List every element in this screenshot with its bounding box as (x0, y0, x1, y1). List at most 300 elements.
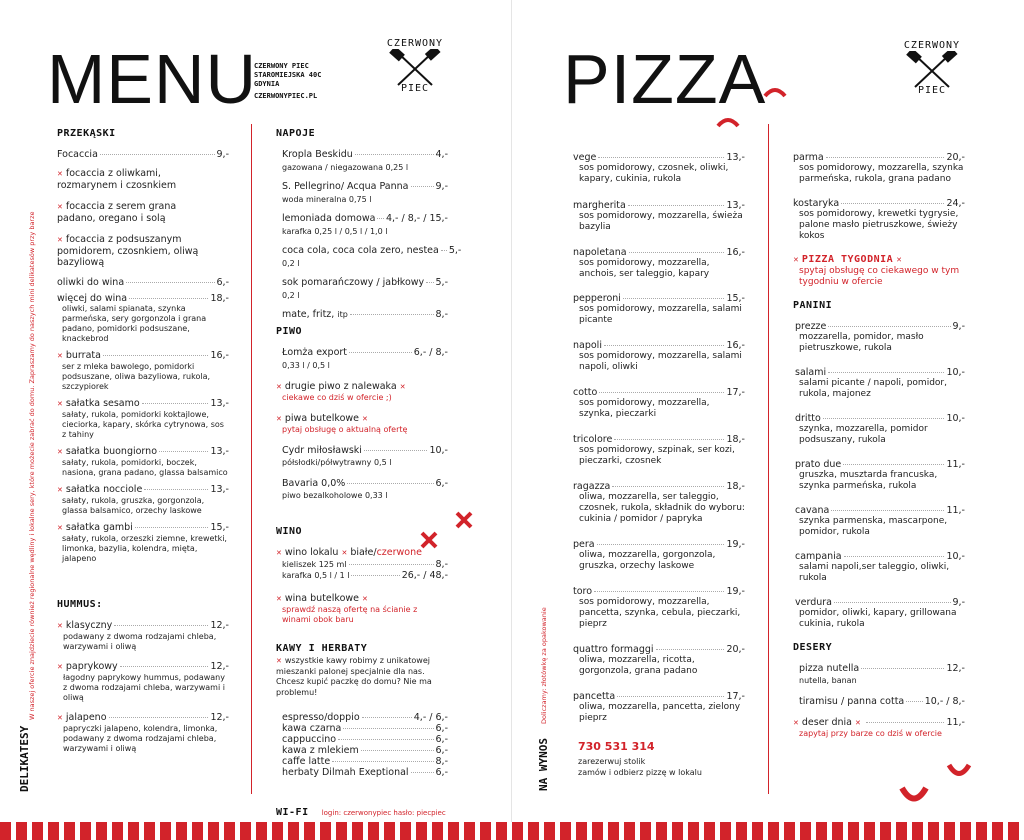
menu-item (57, 293, 229, 304)
item-variant-red: czerwone (376, 547, 422, 558)
pizza-tygodnia (793, 254, 965, 266)
item-price: 10,- (946, 413, 965, 424)
item-name: herbaty Dilmah Exeptional (282, 767, 409, 778)
item-name: kawa czarna (282, 723, 342, 734)
dot-leader (364, 450, 428, 451)
panini-item (793, 505, 965, 516)
menu-item (276, 767, 448, 778)
item-variant: białe/ (350, 547, 377, 558)
item-price: 26,- / 48,- (401, 570, 448, 581)
x-icon: ✕ (57, 663, 63, 671)
menu-item (57, 350, 229, 362)
page-divider (511, 0, 512, 840)
item-price: 10,- (946, 551, 965, 562)
item-name: sałatka buongiorno (65, 446, 158, 457)
x-icon: ✕ (57, 524, 63, 532)
x-icon: ✕ (362, 415, 368, 423)
menu-item (57, 446, 229, 458)
menu-item (276, 277, 448, 288)
item-desc: szynka, mozzarella, pomidor podsuszany, rukola (799, 424, 928, 445)
dot-leader (604, 345, 724, 346)
item-name (282, 309, 348, 320)
item-price: 15,- (726, 293, 745, 304)
dot-leader (623, 298, 725, 299)
dot-leader (109, 717, 209, 718)
item-desc: woda mineralna 0,75 l (282, 195, 372, 204)
item-red-note: zapytaj przy barze co dziś w ofercie (799, 729, 942, 738)
menu-item (276, 593, 448, 605)
logo-bottom-text: PIEC (400, 83, 430, 94)
dot-leader (861, 668, 944, 669)
dot-leader (599, 392, 724, 393)
item-name: jalapeno (65, 712, 107, 723)
wifi-text: login: czerwonypiec hasło: piecpiec (321, 809, 446, 817)
na-wynos-label: NA WYNOS (537, 738, 550, 791)
item-name: margherita (573, 200, 626, 211)
item-price: 15,- (210, 522, 229, 533)
item-desc: sos pomidorowy, mozzarella, świeża bazylia (579, 211, 743, 232)
item-name: pizza nutella (799, 663, 860, 674)
x-icon: ✕ (793, 256, 799, 264)
dot-leader (594, 591, 724, 592)
address-line: GDYNIA (254, 80, 280, 88)
item-extra: itp (337, 310, 348, 319)
menu-item (57, 522, 229, 534)
dot-leader (362, 717, 412, 718)
logo-bottom-text: PIEC (917, 85, 947, 96)
price-row (276, 559, 448, 570)
item-name: Kropla Beskidu (282, 149, 353, 160)
dot-leader (377, 218, 384, 219)
red-arc-mark (946, 762, 972, 778)
x-icon: ✕ (57, 486, 63, 494)
pizza-item (573, 200, 745, 211)
dot-leader (828, 326, 950, 327)
panini-item (793, 413, 965, 424)
item-name: tiramisu / panna cotta (799, 696, 905, 707)
x-icon: ✕ (341, 549, 348, 557)
dot-leader (351, 575, 399, 576)
column-divider (251, 124, 252, 794)
item-desc: podawany z dwoma rodzajami chleba, warzywami i oliwą (63, 632, 217, 651)
item-price: 17,- (726, 691, 745, 702)
kawy-section (276, 643, 448, 778)
item-name: S. Pellegrino/ Acqua Panna (282, 181, 409, 192)
dot-leader (597, 544, 725, 545)
deser-item (793, 663, 965, 674)
item-name-text: mate, fritz, (282, 309, 335, 320)
item-name: espresso/doppio (282, 712, 360, 723)
pizza-item (793, 152, 965, 163)
menu-item (276, 478, 448, 489)
item-price: 6,- (435, 745, 448, 756)
item-desc: nutella, banan (799, 676, 857, 685)
item-price: 20,- (726, 644, 745, 655)
menu-item (57, 201, 217, 224)
x-icon: ✕ (276, 415, 282, 423)
item-name: sok pomarańczowy / jabłkowy (282, 277, 425, 288)
item-desc: pomidor, oliwki, kapary, grillowana cukinia, rukola (799, 608, 957, 629)
item-desc: 0,2 l (282, 259, 300, 268)
item-name: coca cola, coca cola zero, nestea (282, 245, 439, 256)
reservation-line: zamów i odbierz pizzę w lokalu (578, 768, 702, 777)
delikatesy-label: DELIKATESY (18, 725, 31, 792)
item-price: 11,- (946, 505, 965, 516)
dot-leader (347, 483, 433, 484)
menu-item (276, 745, 448, 756)
item-desc: sos pomidorowy, mozzarella, szynka parmeńska, rukola, grana padano (799, 163, 964, 184)
pizza-column-2 (793, 152, 965, 739)
item-name: Bavaria 0,0% (282, 478, 346, 489)
item-price: 5,- (448, 245, 462, 256)
x-icon: ✕ (57, 236, 63, 244)
item-desc: sałaty, rukola, orzeszki ziemne, krewetki, limonka, bazylia, kolendra, mięta, jalapeno (62, 534, 227, 563)
item-name: oliwki do wina (57, 277, 125, 288)
x-icon: ✕ (399, 383, 406, 391)
menu-item (276, 413, 448, 425)
item-price: 18,- (726, 434, 745, 445)
item-desc: gazowana / niegazowana 0,25 l (282, 163, 409, 172)
red-x-mark (420, 531, 438, 549)
dot-leader (906, 701, 922, 702)
x-icon: ✕ (276, 595, 282, 603)
item-desc: sos pomidorowy, szpinak, ser kozi, pieczarki, czosnek (579, 445, 735, 466)
red-chevron-mark (763, 86, 787, 98)
item-price: 6,- (216, 277, 229, 288)
hummus-section (57, 599, 229, 754)
x-icon: ✕ (57, 448, 63, 456)
menu-item (276, 347, 448, 358)
dot-leader (831, 510, 944, 511)
menu-item (57, 277, 229, 288)
item-name: sałatka gambi (65, 522, 133, 533)
item-name: pancetta (573, 691, 616, 702)
item-price: 17,- (726, 387, 745, 398)
item-desc: karafka 0,25 l / 0,5 l / 1,0 l (282, 227, 388, 236)
item-price: 12,- (210, 661, 229, 672)
section-title: PRZEKĄSKI (57, 128, 116, 139)
item-desc: mozzarella, pomidor, masło pietruszkowe, rukola (799, 332, 924, 353)
item-name: kostaryka (793, 198, 840, 209)
menu-item (57, 661, 229, 673)
item-desc: salami napoli,ser taleggio, oliwki, rukola (799, 562, 950, 583)
x-icon: ✕ (57, 400, 63, 408)
dot-leader (844, 556, 945, 557)
item-price: 5,- (435, 277, 448, 288)
red-chevron-mark (716, 116, 740, 128)
item-desc: półsłodki/półwytrawny 0,5 l (282, 458, 392, 467)
pizza-item (573, 293, 745, 304)
item-name: piwa butelkowe (284, 413, 360, 424)
dot-leader (350, 314, 434, 315)
menu-item (57, 234, 227, 268)
kawy-note (276, 656, 448, 698)
dot-leader (656, 649, 725, 650)
item-name: ragazza (573, 481, 611, 492)
dot-leader (349, 352, 412, 353)
x-icon: ✕ (57, 352, 63, 360)
item-name: dritto (795, 413, 821, 424)
dot-leader (126, 282, 214, 283)
item-name: pepperoni (573, 293, 621, 304)
dot-leader (135, 527, 209, 528)
item-name: caffe latte (282, 756, 331, 767)
dot-leader (120, 666, 209, 667)
item-price: 13,- (210, 484, 229, 495)
item-name: paprykowy (65, 661, 118, 672)
item-price: 9,- (952, 321, 965, 332)
item-price: 9,- (952, 597, 965, 608)
dot-leader (159, 451, 208, 452)
item-name: tricolore (573, 434, 613, 445)
note-text: wszystkie kawy robimy z unikatowej mieszanki palonej specjalnie dla nas. Chcesz kupić paczkę do domu? Nie ma problemu! (276, 656, 432, 697)
reservation-box (578, 740, 702, 778)
item-name: cotto (573, 387, 598, 398)
item-name: toro (573, 586, 593, 597)
item-price: 6,- (435, 767, 448, 778)
item-desc: salami picante / napoli, pomidor, rukola, majonez (799, 378, 947, 399)
item-price: 10,- / 8,- (924, 696, 965, 707)
item-name: więcej do wina (57, 293, 128, 304)
item-desc: oliwa, mozzarella, ser taleggio, czosnek, rukola, składnik do wyboru: cukinia / pomidor / papryka (579, 492, 745, 524)
dot-leader (617, 696, 724, 697)
item-red-note: pytaj obsługę o aktualną ofertę (282, 425, 408, 434)
item-desc: sos pomidorowy, mozzarella, salami napoli, oliwki (579, 351, 742, 372)
phone-number[interactable]: 730 531 314 (578, 740, 655, 753)
x-icon: ✕ (57, 203, 63, 211)
item-desc: sałaty, rukola, gruszka, gorgonzola, glassa balsamico, orzechy laskowe (62, 496, 205, 515)
bottom-decorative-strip (0, 822, 1024, 840)
item-price: 6,- / 8,- (413, 347, 448, 358)
item-name: cavana (795, 505, 830, 516)
item-price: 4,- / 6,- (413, 712, 448, 723)
item-name: campania (795, 551, 842, 562)
napoje-section (276, 128, 462, 320)
item-name: salami (795, 367, 827, 378)
pizza-item (573, 434, 745, 445)
item-name: napoletana (573, 247, 627, 258)
wifi-info (276, 800, 446, 819)
item-price: 9,- (435, 181, 448, 192)
pizza-item (573, 481, 745, 492)
menu-item (57, 484, 229, 496)
item-red-note: ciekawe co dziś w ofercie ;) (282, 393, 392, 402)
item-desc: piwo bezalkoholowe 0,33 l (282, 491, 388, 500)
item-name: wino lokalu (284, 547, 339, 558)
pizza-item (573, 387, 745, 398)
address-line: CZERWONYPIEC.PL (254, 92, 318, 100)
item-name: verdura (795, 597, 832, 608)
section-title: DESERY (793, 642, 833, 653)
menu-item (276, 181, 448, 192)
dot-leader (598, 157, 724, 158)
item-name: focaccia z oliwkami, rozmarynem i czosnkiem (57, 168, 177, 191)
item-desc: ser z mleka bawolego, pomidorki podsuszane, oliwa bazyliowa, rukola, szczypiorek (62, 362, 211, 391)
item-price: 12,- (210, 620, 229, 631)
item-name: Cydr miłosławski (282, 445, 362, 456)
item-desc: gruszka, musztarda francuska, szynka parmeńska, rukola (799, 470, 938, 491)
deser-item (793, 696, 965, 707)
piwo-section (276, 326, 448, 501)
pizza-item (573, 644, 745, 655)
item-name: pera (573, 539, 595, 550)
item-name: napoli (573, 340, 602, 351)
x-icon: ✕ (57, 714, 63, 722)
item-desc: oliwa, mozzarella, gorgonzola, gruszka, orzechy laskowe (579, 550, 716, 571)
menu-item (57, 398, 229, 410)
item-price: 16,- (726, 340, 745, 351)
item-price: 20,- (946, 152, 965, 163)
item-name: wina butelkowe (284, 593, 359, 604)
dot-leader (355, 154, 434, 155)
item-price: 4,- (435, 149, 448, 160)
section-title: KAWY I HERBATY (276, 643, 368, 654)
item-desc: sos pomidorowy, mozzarella, anchois, ser taleggio, kapary (579, 258, 710, 279)
dot-leader (103, 355, 209, 356)
item-name: kawa z mlekiem (282, 745, 359, 756)
deser-item (793, 717, 965, 729)
red-x-mark (455, 511, 473, 529)
dot-leader (343, 728, 433, 729)
dot-leader (349, 564, 434, 565)
x-icon: ✕ (854, 719, 861, 727)
item-desc: kieliszek 125 ml (282, 560, 347, 569)
item-price: 18,- (726, 481, 745, 492)
item-price: 19,- (726, 539, 745, 550)
menu-item (57, 712, 229, 724)
item-desc: karafka 0,5 l / 1 l (282, 571, 350, 580)
item-price: 13,- (210, 398, 229, 409)
item-price: 8,- (435, 309, 448, 320)
pizza-item (573, 340, 745, 351)
item-desc: oliwki, salami spianata, szynka parmeńska, sery gorgonzola i grana padano, pomidorki podsuszane, knackebrod (62, 304, 207, 343)
section-title: HUMMUS: (57, 599, 103, 610)
logo-right (897, 40, 967, 110)
item-price: 24,- (946, 198, 965, 209)
pizza-tygodnia-desc: spytaj obsługę co ciekawego w tym tygodniu w ofercie (799, 266, 960, 287)
dot-leader (114, 625, 208, 626)
menu-item (276, 245, 462, 256)
item-name: lemoniada domowa (282, 213, 376, 224)
dot-leader (338, 739, 433, 740)
item-name: prato due (795, 459, 842, 470)
item-price: 12,- (946, 663, 965, 674)
pizza-item (793, 198, 965, 209)
item-name: vege (573, 152, 597, 163)
item-desc: 0,2 l (282, 291, 300, 300)
item-price: 10,- (946, 367, 965, 378)
panini-item (793, 551, 965, 562)
panini-item (793, 597, 965, 608)
menu-item (57, 168, 217, 191)
wifi-label: WI-FI (276, 807, 309, 818)
item-name: drugie piwo z nalewaka (284, 381, 397, 392)
x-icon: ✕ (276, 383, 282, 391)
reservation-line: zarezerwuj stolik (578, 757, 646, 766)
menu-item (57, 620, 229, 632)
item-desc: sos pomidorowy, mozzarella, pancetta, szynka, cebula, pieczarki, pieprz (579, 597, 741, 629)
dot-leader (834, 602, 951, 603)
item-name: burrata (65, 350, 101, 361)
na-wynos-note: Doliczamy: złotówkę za opakowanie (540, 607, 548, 724)
dot-leader (628, 205, 725, 206)
dot-leader (411, 186, 434, 187)
item-desc: 0,33 l / 0,5 l (282, 361, 330, 370)
item-name: cappuccino (282, 734, 337, 745)
item-desc: sałaty, rukola, pomidorki, boczek, nasiona, grana padano, glassa balsamico (62, 458, 228, 477)
item-price: 19,- (726, 586, 745, 597)
pizza-item (573, 152, 745, 163)
red-arc-mark (899, 785, 929, 803)
menu-item (57, 149, 229, 160)
address-line: CZERWONY PIEC (254, 62, 309, 70)
x-icon: ✕ (362, 595, 368, 603)
item-price: 4,- / 8,- / 15,- (385, 213, 448, 224)
item-desc: oliwa, mozzarella, pancetta, zielony pieprz (579, 702, 741, 723)
panini-item (793, 321, 965, 332)
x-icon: ✕ (276, 657, 282, 665)
item-price: 18,- (210, 293, 229, 304)
item-name: quattro formaggi (573, 644, 654, 655)
dot-leader (614, 439, 724, 440)
dot-leader (441, 250, 447, 251)
dot-leader (843, 464, 944, 465)
menu-item (276, 381, 448, 393)
dot-leader (823, 418, 945, 419)
address-line: STAROMIEJSKA 40C (254, 71, 322, 79)
x-icon: ✕ (57, 622, 63, 630)
item-name: parma (793, 152, 824, 163)
menu-item (276, 712, 448, 723)
section-title: NAPOJE (276, 128, 316, 139)
column-divider (768, 124, 769, 794)
przekaski-section (57, 128, 229, 564)
item-name: prezze (795, 321, 827, 332)
item-desc: oliwa, mozzarella, ricotta, gorgonzola, grana padano (579, 655, 698, 676)
logo-top-text: CZERWONY (903, 40, 961, 51)
dot-leader (144, 489, 208, 490)
item-name: deser dnia (801, 717, 852, 728)
item-price: 8,- (435, 559, 448, 570)
dot-leader (612, 486, 724, 487)
dot-leader (841, 203, 944, 204)
dot-leader (828, 372, 944, 373)
dot-leader (866, 722, 945, 723)
dot-leader (332, 761, 433, 762)
logo-left (380, 38, 450, 108)
menu-item (276, 445, 448, 456)
item-name: Focaccia (57, 149, 98, 160)
item-desc: sałaty, rukola, pomidorki koktajlowe, cieciorka, kapary, skórka cytrynowa, sos z tahiny (62, 410, 224, 439)
item-name: focaccia z podsuszanym pomidorem, czosnkiem, oliwą bazyliową (57, 234, 199, 268)
pizza-item (573, 539, 745, 550)
menu-item (276, 149, 448, 160)
pizza-title: PIZZA (563, 40, 767, 118)
item-desc: sos pomidorowy, czosnek, oliwki, kapary, cukinia, rukola (579, 163, 729, 184)
panini-item (793, 459, 965, 470)
menu-title: MENU (47, 40, 258, 118)
item-price: 6,- (435, 734, 448, 745)
item-desc: papryczki jalapeno, kolendra, limonka, podawany z dwoma rodzajami chleba, warzywami i oliwą (63, 724, 218, 753)
dot-leader (361, 750, 434, 751)
menu-item (276, 723, 448, 734)
item-name: Łomża export (282, 347, 348, 358)
section-title: PIWO (276, 326, 303, 337)
pizza-item (573, 691, 745, 702)
x-icon: ✕ (276, 549, 282, 557)
menu-item (276, 309, 448, 320)
item-price: 16,- (210, 350, 229, 361)
